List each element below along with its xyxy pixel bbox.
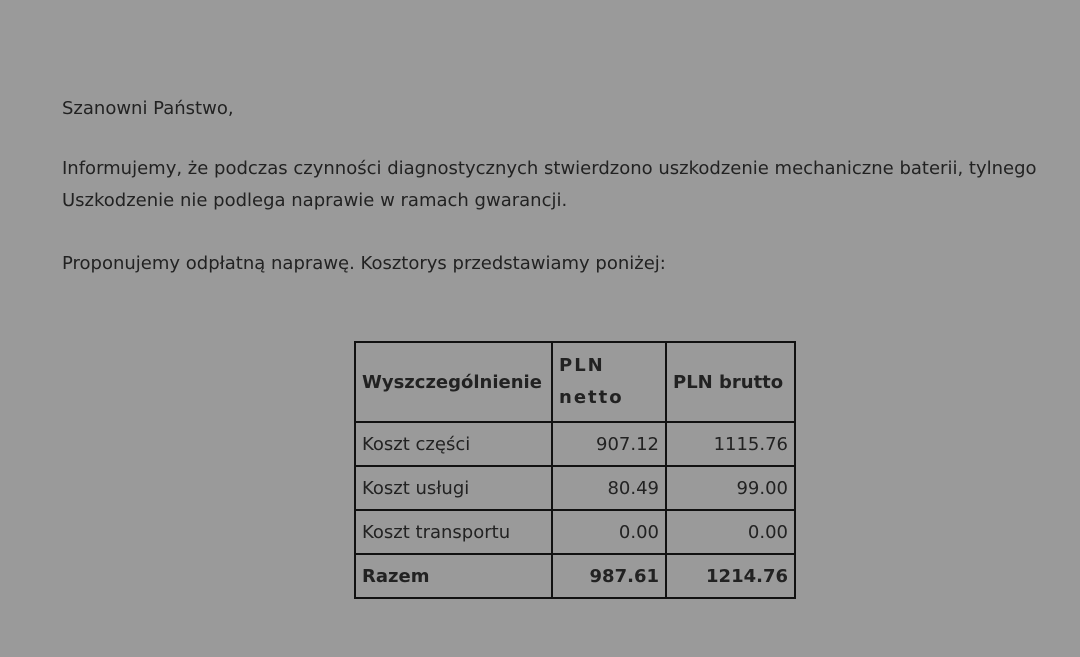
- row-item: Koszt usługi: [355, 466, 552, 510]
- row-item: Koszt transportu: [355, 510, 552, 554]
- total-brutto: 1214.76: [666, 554, 795, 598]
- row-brutto: 0.00: [666, 510, 795, 554]
- repair-proposal-paragraph: Proponujemy odpłatną naprawę. Kosztorys przedstawiamy poniżej:: [62, 253, 666, 274]
- row-netto: 907.12: [552, 422, 666, 466]
- table-row: [355, 422, 795, 466]
- diagnosis-paragraph-line-1: Informujemy, że podczas czynności diagnostycznych stwierdzono uszkodzenie mechaniczne baterii, tylnego: [62, 158, 1037, 179]
- greeting-text: Szanowni Państwo,: [62, 98, 234, 119]
- table-row: [355, 466, 795, 510]
- total-netto: 987.61: [552, 554, 666, 598]
- row-brutto: 1115.76: [666, 422, 795, 466]
- row-item: Koszt części: [355, 422, 552, 466]
- total-label: Razem: [355, 554, 552, 598]
- row-netto: 0.00: [552, 510, 666, 554]
- header-pln-netto: PLN netto: [552, 342, 666, 422]
- cost-estimate-table: [354, 341, 796, 599]
- header-item: Wyszczególnienie: [355, 342, 552, 422]
- table-row: [355, 510, 795, 554]
- table-header-row: [355, 342, 795, 422]
- row-netto: 80.49: [552, 466, 666, 510]
- header-pln-brutto: PLN brutto: [666, 342, 795, 422]
- row-brutto: 99.00: [666, 466, 795, 510]
- diagnosis-paragraph-line-2: Uszkodzenie nie podlega naprawie w ramach gwarancji.: [62, 190, 568, 211]
- total-row: [355, 554, 795, 598]
